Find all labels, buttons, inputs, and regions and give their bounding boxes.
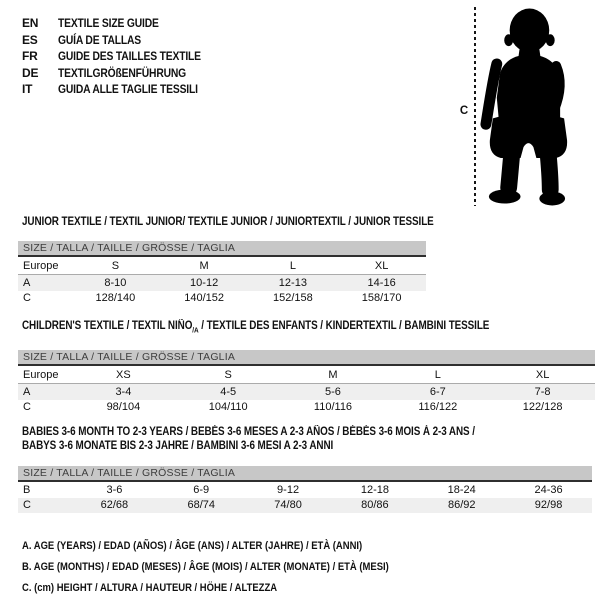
junior-size-table xyxy=(18,241,426,306)
section-title-babies-line2: BABYS 3-6 MONATE BIS 2-3 JAHRE / BAMBINI 3-6 MESI A 2-3 ANNI xyxy=(22,439,334,452)
table-row-b xyxy=(18,482,592,498)
section-title-junior xyxy=(22,216,501,228)
language-code: IT xyxy=(22,82,33,97)
babies-size-table xyxy=(18,466,592,513)
row-label: A xyxy=(18,384,71,400)
table-cell: S xyxy=(176,366,281,384)
junior-table xyxy=(18,257,426,306)
table-cell: XL xyxy=(337,257,426,275)
title-subscript: /A xyxy=(192,325,199,335)
row-label: C xyxy=(18,498,71,514)
children-table xyxy=(18,366,595,415)
language-row-it xyxy=(22,81,224,98)
language-row-en xyxy=(22,15,224,32)
table-cell: 12-13 xyxy=(249,275,338,291)
language-title: GUIDA ALLE TAGLIE TESSILI xyxy=(58,82,198,97)
table-cell: 62/68 xyxy=(71,498,158,514)
language-row-fr xyxy=(22,48,224,65)
table-cell: 14-16 xyxy=(337,275,426,291)
row-label: C xyxy=(23,292,31,305)
legend xyxy=(22,536,449,599)
table-cell: 80/86 xyxy=(331,498,418,514)
row-label: B xyxy=(23,483,31,496)
section-title-babies-line1: BABIES 3-6 MONTH TO 2-3 YEARS / BEBÉS 3-6 MESES A 2-3 AÑOS / BÉBÉS 3-6 MOIS À 2-3 ANS / xyxy=(22,426,475,438)
legend-line-text: B. AGE (MONTHS) / EDAD (MESES) / ÂGE (MOIS) / ALTER (MONATE) / ETÀ (MESI) xyxy=(22,561,389,573)
language-code: FR xyxy=(22,49,38,64)
table-cell: 98/104 xyxy=(106,401,141,414)
language-row-de xyxy=(22,65,224,82)
section-title-children xyxy=(22,320,565,334)
table-cell: 18-24 xyxy=(447,483,476,496)
table-cell: 104/110 xyxy=(208,401,248,414)
table-cell: 68/74 xyxy=(158,498,245,514)
babies-table xyxy=(18,482,592,513)
table-cell: L xyxy=(385,366,490,384)
table-cell: 8-10 xyxy=(71,275,160,291)
language-list xyxy=(22,15,224,98)
table-cell: 140/152 xyxy=(184,292,224,305)
size-bar-babies: SIZE / TALLA / TAILLE / GRÖSSE / TAGLIA xyxy=(18,466,592,482)
legend-line-c xyxy=(22,578,449,599)
table-row-europe xyxy=(18,257,426,275)
language-code: DE xyxy=(22,65,39,80)
table-cell: 86/92 xyxy=(418,498,505,514)
table-cell: XL xyxy=(490,366,595,384)
size-bar-junior: SIZE / TALLA / TAILLE / GRÖSSE / TAGLIA xyxy=(18,241,426,257)
table-cell: 152/158 xyxy=(272,292,313,305)
table-cell: M xyxy=(281,366,386,384)
table-row-a xyxy=(18,384,595,400)
table-row-c xyxy=(18,498,592,514)
table-cell: 3-6 xyxy=(106,483,123,496)
children-size-table xyxy=(18,350,595,415)
language-title: TEXTILGRÖßENFÜHRUNG xyxy=(58,65,187,80)
legend-line-text: A. AGE (YEARS) / EDAD (AÑOS) / ÂGE (ANS) / ALTER (JAHRE) / ETÀ (ANNI) xyxy=(22,540,363,552)
language-title: GUIDE DES TAILLES TEXTILE xyxy=(58,49,201,64)
row-label: A xyxy=(18,275,71,291)
section-title-babies xyxy=(22,426,549,453)
table-cell: M xyxy=(160,257,249,275)
table-cell: 3-4 xyxy=(71,384,176,400)
table-cell: 110/116 xyxy=(313,401,353,414)
language-row-es xyxy=(22,32,224,49)
table-cell: 7-8 xyxy=(490,384,595,400)
language-title: TEXTILE SIZE GUIDE xyxy=(58,16,159,31)
table-cell: 10-12 xyxy=(160,275,249,291)
table-cell: S xyxy=(71,257,160,275)
row-label: C xyxy=(23,401,31,414)
height-measure-label: C xyxy=(459,105,469,117)
section-title-children-text xyxy=(22,320,489,334)
table-cell: 6-9 xyxy=(193,483,210,496)
table-cell: 128/140 xyxy=(95,292,136,305)
table-row-c xyxy=(18,291,426,307)
title-post: / TEXTILE DES ENFANTS / KINDERTEXTIL / BAMBINI TESSILE xyxy=(198,320,490,332)
legend-line-b xyxy=(22,557,449,578)
legend-line-a xyxy=(22,536,449,557)
legend-line-text: C. (cm) HEIGHT / ALTURA / HAUTEUR / HÖHE / ALTEZZA xyxy=(22,582,278,594)
table-cell: 9-12 xyxy=(277,483,300,496)
section-title-junior-text: JUNIOR TEXTILE / TEXTIL JUNIOR/ TEXTILE JUNIOR / JUNIORTEXTIL / JUNIOR TESSILE xyxy=(22,216,434,228)
table-row-a xyxy=(18,275,426,291)
table-cell: 24-36 xyxy=(534,483,563,496)
table-cell: 92/98 xyxy=(505,498,592,514)
language-code: EN xyxy=(22,16,39,31)
table-cell: XS xyxy=(71,366,176,384)
table-cell: 5-6 xyxy=(281,384,386,400)
table-cell: 12-18 xyxy=(360,483,389,496)
size-bar-children: SIZE / TALLA / TAILLE / GRÖSSE / TAGLIA xyxy=(18,350,595,366)
height-measure-dashed-line xyxy=(474,7,476,206)
table-cell: 74/80 xyxy=(245,498,332,514)
table-cell: 158/170 xyxy=(361,292,402,305)
row-label: Europe xyxy=(18,257,71,275)
baby-silhouette-icon xyxy=(477,6,572,207)
table-cell: 6-7 xyxy=(385,384,490,400)
table-cell: L xyxy=(249,257,338,275)
language-title: GUÍA DE TALLAS xyxy=(58,32,142,47)
title-pre: CHILDREN'S TEXTILE / TEXTIL NIÑO xyxy=(22,320,193,332)
table-cell: 4-5 xyxy=(176,384,281,400)
table-row-c xyxy=(18,400,595,416)
language-code: ES xyxy=(22,32,38,47)
table-cell: 116/122 xyxy=(418,401,458,414)
row-label: Europe xyxy=(18,366,71,384)
table-row-europe xyxy=(18,366,595,384)
table-cell: 122/128 xyxy=(522,401,563,414)
